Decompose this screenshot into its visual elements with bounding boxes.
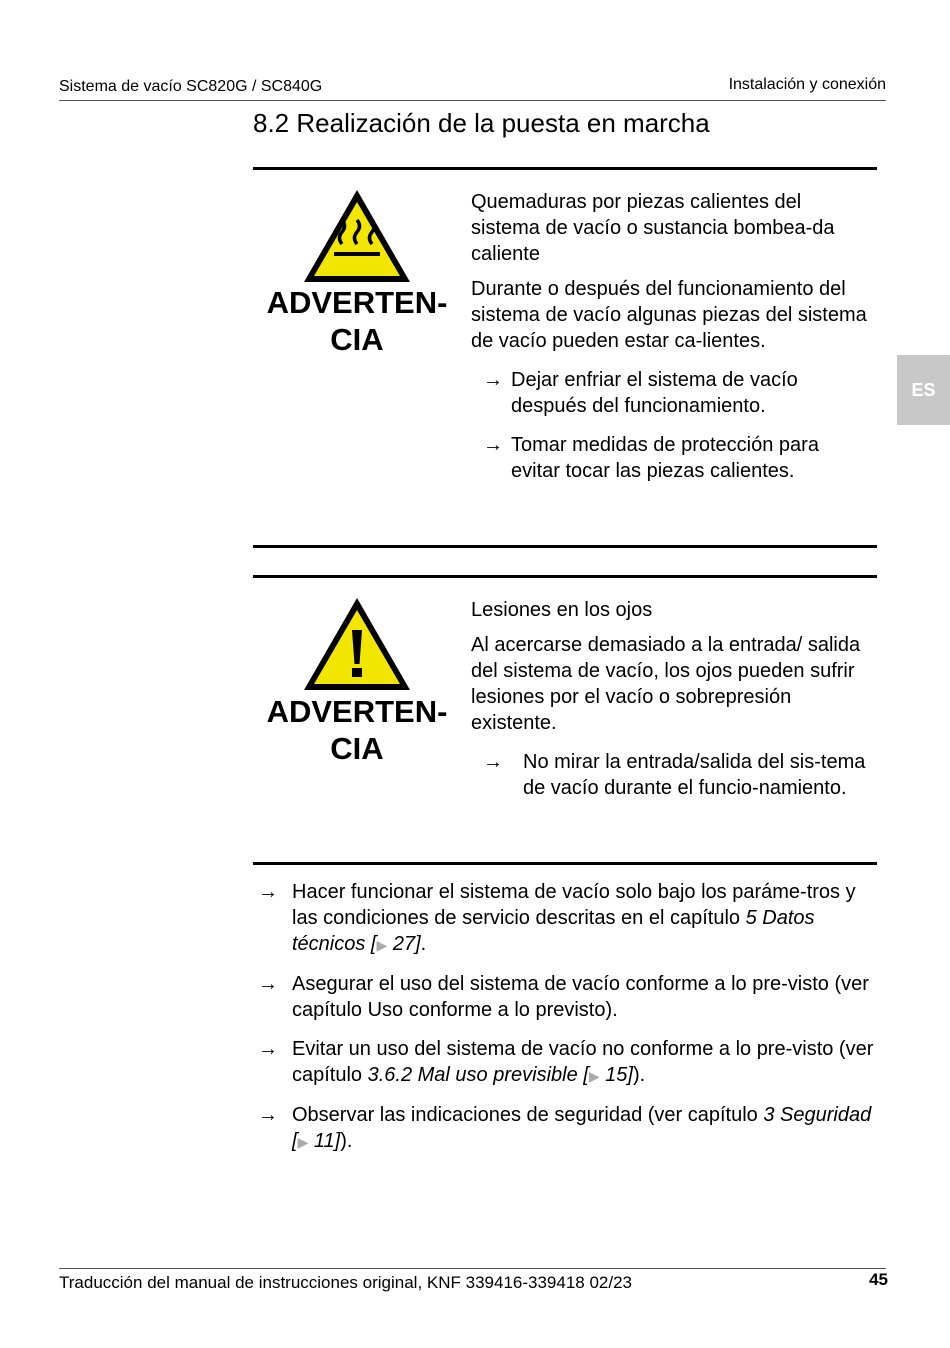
warning2-signal-word-line1: ADVERTEN- (266, 694, 448, 729)
warning2-top-rule (253, 575, 877, 578)
instruction-text: Asegurar el uso del sistema de vacío conforme a lo pre-visto (ver capítulo Uso conforme a lo previsto). (292, 973, 869, 1021)
chapter-reference-link[interactable] (368, 1064, 633, 1086)
instruction-item (258, 1102, 878, 1155)
language-tab: ES (897, 355, 950, 425)
warning1-text (471, 189, 871, 497)
instruction-list (258, 879, 878, 1168)
instruction-text-end: ). (632, 1064, 646, 1086)
arrow-right-icon: → (483, 434, 503, 456)
instruction-text: Hacer funcionar el sistema de vacío solo bajo los paráme-tros y las condiciones de servicio descritas en el capítulo (292, 881, 856, 929)
warning1-signal-word-line1: ADVERTEN- (266, 285, 448, 320)
warning1-signal-word (262, 284, 452, 358)
exclamation-warning-icon (300, 594, 414, 699)
arrow-right-icon: → (483, 369, 503, 391)
warning2-signal-word-line2: CIA (330, 731, 384, 766)
warning1-step (471, 367, 871, 419)
warning1-step (471, 432, 871, 484)
warning2-step (471, 749, 871, 801)
reference-page: 15] (599, 1064, 633, 1086)
arrow-right-icon: → (258, 881, 278, 903)
section-title: 8.2 Realización de la puesta en marcha (253, 108, 710, 138)
hot-surface-icon (300, 186, 414, 291)
warning2-text (471, 597, 871, 814)
warning1-signal-word-line2: CIA (330, 322, 384, 357)
page-reference-marker-icon: ▶ (297, 1134, 309, 1150)
instruction-text-end: ). (340, 1130, 353, 1152)
warning1-body: Durante o después del funcionamiento del sistema de vacío algunas piezas del sistema de vacío pueden estar ca-lientes. (471, 278, 867, 352)
footer-divider (59, 1268, 886, 1269)
warning1-title: Quemaduras por piezas calientes del sistema de vacío o sustancia bombea-da caliente (471, 191, 835, 265)
instruction-item (258, 971, 878, 1023)
warning1-step-text: Tomar medidas de protección para evitar tocar las piezas calientes. (511, 434, 819, 482)
page-reference-marker-icon: ▶ (376, 937, 388, 953)
arrow-right-icon: → (258, 973, 278, 995)
arrow-right-icon: → (258, 1038, 278, 1060)
instruction-text: Evitar un uso del sistema de vacío no conforme a lo pre-visto (ver capítulo (292, 1038, 874, 1086)
reference-page: 11] (308, 1130, 341, 1152)
reference-title: 5 Datos técnicos [ (292, 907, 815, 955)
header-document-title: Sistema de vacío SC820G / SC840G (59, 78, 323, 95)
warning2-bottom-rule (253, 862, 877, 865)
warning1-top-rule (253, 167, 877, 170)
header-divider (59, 100, 886, 101)
footer-document-info: Traducción del manual de instrucciones original, KNF 339416-339418 02/23 (59, 1273, 633, 1292)
warning2-body: Al acercarse demasiado a la entrada/ salida del sistema de vacío, los ojos pueden sufrir lesiones por el vacío o sobrepresión existente. (471, 634, 861, 734)
warning1-step-text: Dejar enfriar el sistema de vacío después del funcionamiento. (511, 369, 798, 417)
warning2-signal-word (262, 693, 452, 767)
instruction-item (258, 1036, 878, 1089)
instruction-text: Observar las indicaciones de seguridad (ver capítulo (292, 1104, 764, 1126)
instruction-item (258, 879, 878, 958)
arrow-right-icon: → (258, 1104, 278, 1126)
header-chapter-title: Instalación y conexión (728, 76, 886, 93)
reference-page: 27] (387, 933, 421, 955)
arrow-right-icon: → (483, 751, 503, 773)
page-reference-marker-icon: ▶ (588, 1068, 600, 1084)
page-number: 45 (869, 1270, 888, 1289)
warning2-step-text: No mirar la entrada/salida del sis-tema de vacío durante el funcio-namiento. (523, 751, 866, 799)
warning1-bottom-rule (253, 545, 877, 548)
instruction-text-end: . (420, 933, 427, 955)
reference-title: 3 Seguridad [ (292, 1104, 872, 1152)
reference-title: 3.6.2 Mal uso previsible [ (367, 1064, 589, 1086)
warning2-title: Lesiones en los ojos (471, 599, 653, 621)
